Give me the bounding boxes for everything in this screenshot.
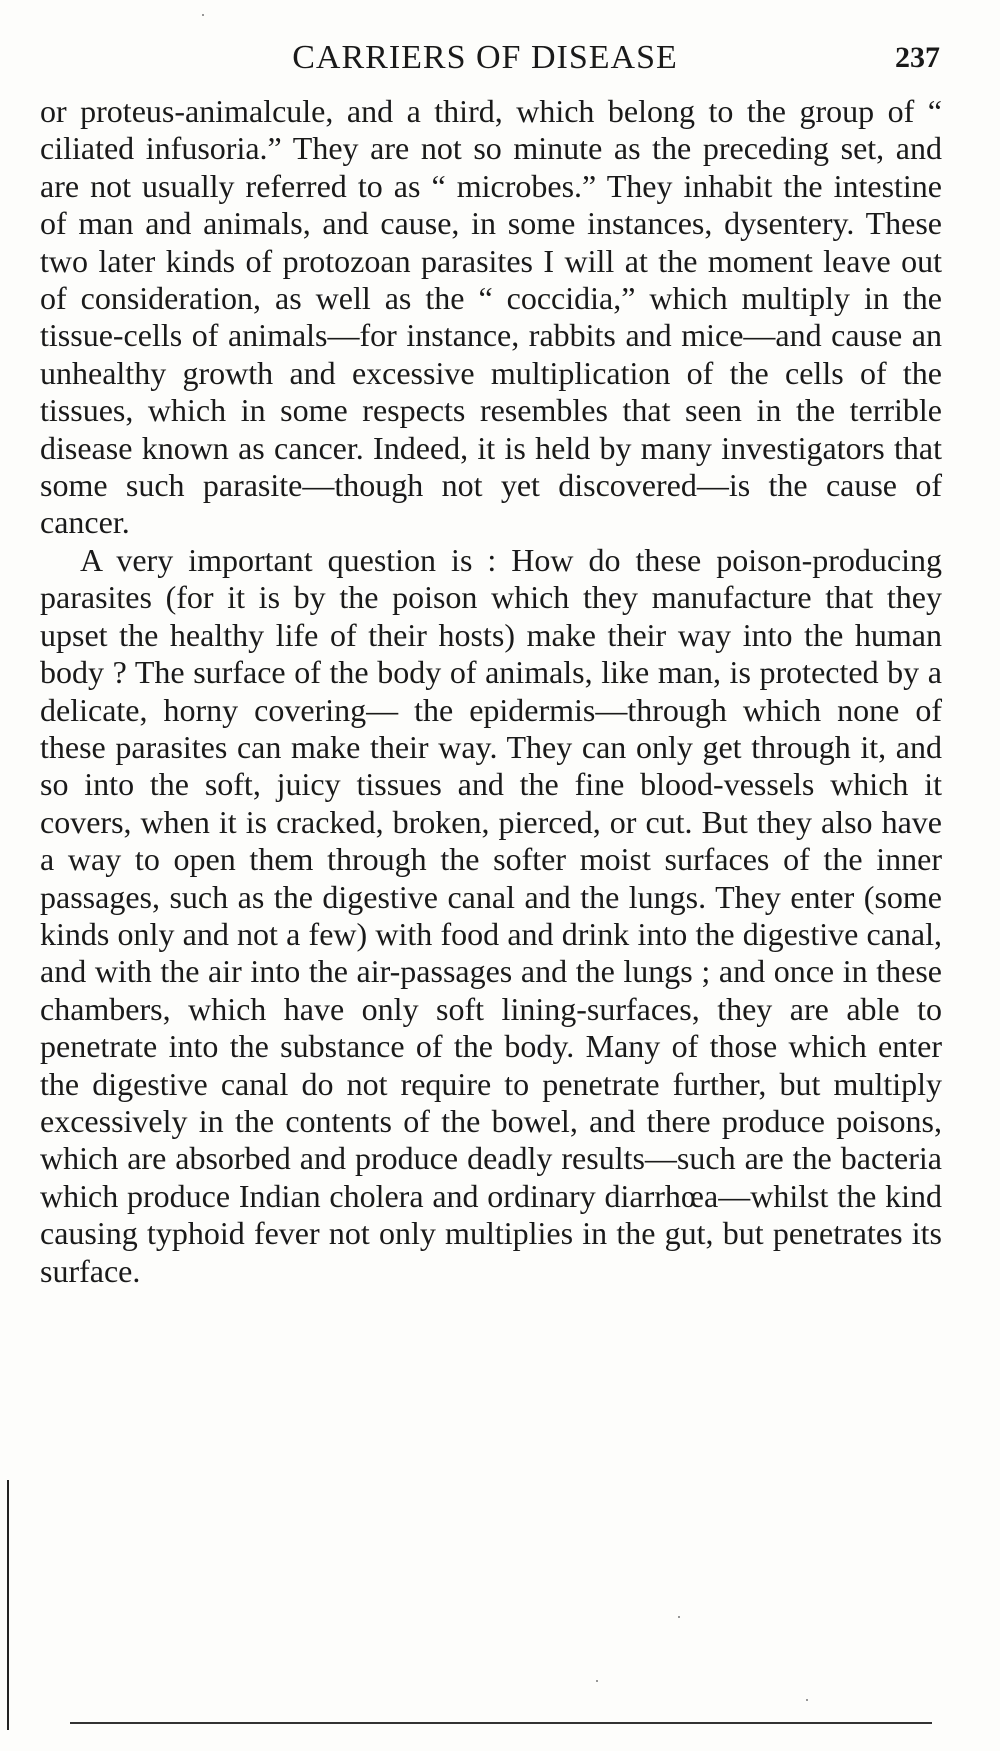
print-speck [202, 14, 204, 16]
print-speck [596, 1680, 598, 1682]
print-speck [678, 1616, 680, 1618]
page-number: 237 [895, 41, 940, 74]
body-text [40, 93, 942, 1290]
running-header [40, 34, 940, 82]
print-speck [806, 1699, 808, 1701]
paragraph-2: A very important question is : How do these poison-producing parasites (for it is by the poison which they manufacture that they upset the healthy life of their hosts) make their way into the human body ? The surface of the body of animals, like man, is protected by a delicate, horny covering— the epidermis—through which none of these parasites can make their way. They can only get through it, and so into the soft, juicy tissues and the fine blood-vessels which it covers, when it is cracked, broken, pierced, or cut. But they also have a way to open them through the softer moist surfaces of the inner passages, such as the digestive canal and the lungs. They enter (some kinds only and not a few) with food and drink into the digestive canal, and with the air into the air-passages and the lungs ; and once in these chambers, which have only soft lining-surfaces, they are able to penetrate into the substance of the body. Many of those which enter the digestive canal do not require to penetrate further, but multiply excessively in the contents of the bowel, and there produce poisons, which are absorbed and produce deadly results—such are the bacteria which produce Indian cholera and ordinary diarrhœa—whilst the kind causing typhoid fever not only multiplies in the gut, but penetrates its surface. [40, 541, 942, 1289]
running-title: CARRIERS OF DISEASE [292, 39, 678, 76]
left-margin-line [7, 1480, 9, 1730]
bottom-rule [70, 1722, 932, 1724]
paragraph-1: or proteus-animalcule, and a third, which belong to the group of “ ciliated infusoria.” They are not so minute as the preceding set, and are not usually referred to as “ microbes.” They inhabit the intestine of man and animals, and cause, in some instances, dysentery. These two later kinds of protozoan parasites I will at the moment leave out of consideration, as well as the “ coccidia,” which multiply in the tissue-cells of animals—for instance, rabbits and mice—and cause an unhealthy growth and excessive multiplication of the cells of the tissues, which in some respects resembles that seen in the terrible disease known as cancer. Indeed, it is held by many investigators that some such parasite—though not yet discovered—is the cause of cancer. [40, 93, 942, 541]
